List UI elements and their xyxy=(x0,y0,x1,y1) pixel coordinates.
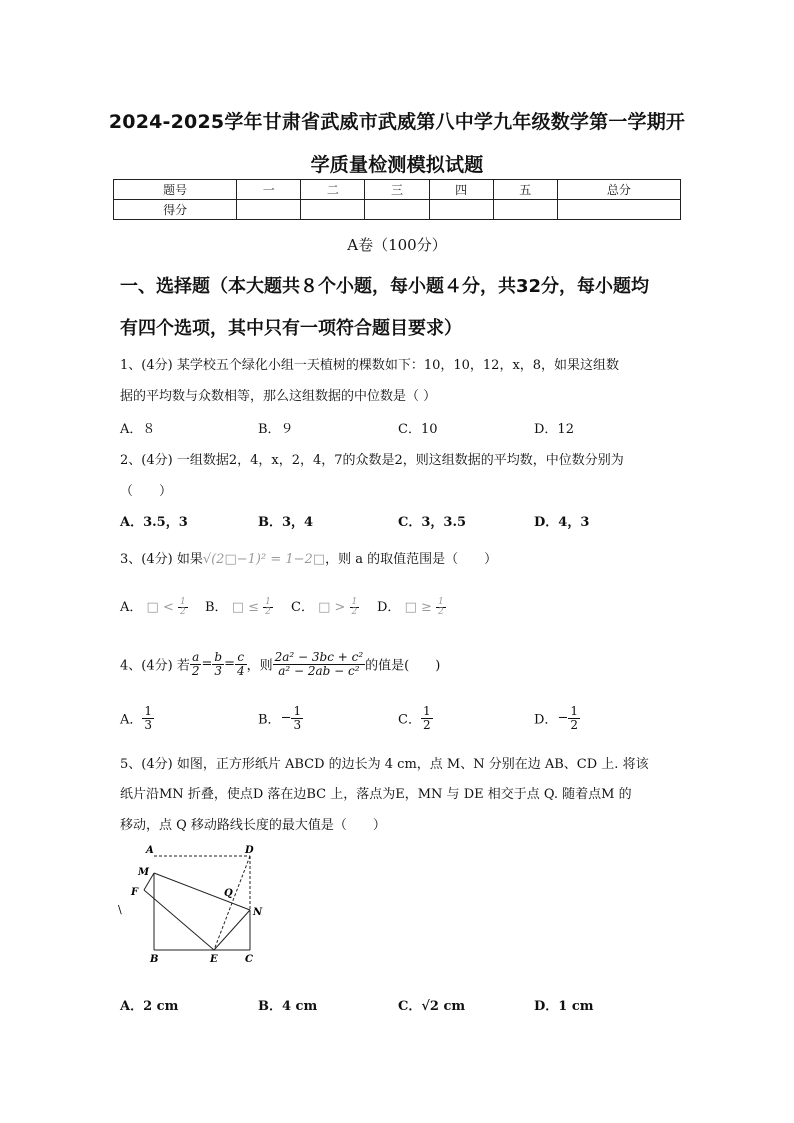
q3-suffix: ，则 a 的取值范围是（ ） xyxy=(325,552,498,567)
q3-line xyxy=(120,548,497,567)
fraction-numerator: 1 xyxy=(438,596,444,607)
q4-fraction-b xyxy=(212,651,224,677)
option-fraction xyxy=(436,598,446,618)
option-sign: − xyxy=(557,710,569,726)
q4-option-a[interactable] xyxy=(120,705,154,731)
q4-line xyxy=(120,651,440,677)
table-cell: 四 xyxy=(429,180,493,200)
q4-option-c[interactable] xyxy=(398,705,433,731)
section-a-heading: A卷（100分） xyxy=(347,236,447,254)
q1-option-b[interactable]: B．９ xyxy=(258,422,294,437)
option-label: B． xyxy=(205,600,228,615)
fraction-denominator: 4 xyxy=(236,663,245,678)
title-line-1: 2024-2025学年甘肃省武威市武威第八中学九年级数学第一学期开 xyxy=(108,111,686,133)
figure-label-m: M xyxy=(138,867,150,878)
q4-fraction-a xyxy=(190,651,202,677)
fraction-denominator: 3 xyxy=(293,717,302,732)
fraction-denominator: 2 xyxy=(570,717,578,732)
option-fraction xyxy=(568,705,580,731)
table-cell: 一 xyxy=(237,180,301,200)
fraction-denominator: 2 xyxy=(351,607,358,617)
q5-line-1: 5、(4分) 如图，正方形纸片 ABCD 的边长为 4 cm，点 M、N 分别在边 AB、CD 上. 将该 xyxy=(120,757,649,772)
option-relation: □ ≥ xyxy=(404,600,432,615)
fraction-numerator: 2a² − 3bc + c² xyxy=(274,650,364,664)
q1-option-a[interactable]: A．８ xyxy=(120,422,156,437)
fraction-denominator: 3 xyxy=(214,663,223,678)
figure-label-e: E xyxy=(210,954,218,965)
option-relation: □ > xyxy=(318,600,346,615)
option-fraction xyxy=(263,598,273,618)
table-cell: 总分 xyxy=(557,180,680,200)
q1-option-c[interactable]: C．10 xyxy=(398,422,438,437)
option-relation: □ ≤ xyxy=(231,600,260,615)
q3-formula: √(2□−1)² = 1−2□ xyxy=(202,552,326,567)
q5-figure xyxy=(110,838,280,968)
edge-en xyxy=(214,910,250,950)
section-one-heading-line-1: 一、选择题（本大题共８个小题，每小题４分，共32分，每小题均 xyxy=(120,276,650,297)
q4-option-d[interactable] xyxy=(534,705,580,731)
figure-label-a: A xyxy=(146,845,154,856)
figure-label-c: C xyxy=(245,954,253,965)
q5-option-b[interactable]: B．4 cm xyxy=(258,999,318,1014)
q2-option-a[interactable]: A．3.5，3 xyxy=(120,515,188,530)
fraction-numerator: 1 xyxy=(179,596,186,607)
table-cell: 五 xyxy=(493,180,557,200)
option-fraction xyxy=(142,705,154,731)
fraction-denominator: 3 xyxy=(144,717,153,732)
title-line-2: 学质量检测模拟试题 xyxy=(310,154,484,176)
q2-option-b[interactable]: B．3，4 xyxy=(258,515,314,530)
q3-option-a[interactable] xyxy=(120,596,188,617)
fraction-denominator: 2 xyxy=(438,607,444,617)
score-cell[interactable] xyxy=(301,200,365,220)
fraction-numerator: 1 xyxy=(265,596,271,607)
option-label: D． xyxy=(534,712,558,728)
fraction-numerator: 1 xyxy=(144,704,153,718)
q3-option-d[interactable] xyxy=(377,596,446,617)
fraction-denominator: 2 xyxy=(422,717,431,732)
q5-option-d[interactable]: D．1 cm xyxy=(534,999,594,1014)
fraction-numerator: 1 xyxy=(351,596,358,607)
q3-prefix: 3、(4分) 如果 xyxy=(120,552,203,567)
fraction-numerator: 1 xyxy=(422,704,431,718)
option-label: A． xyxy=(120,712,143,728)
q3-option-b[interactable] xyxy=(205,596,273,617)
fraction-numerator: a xyxy=(190,651,202,665)
figure-label-f: F xyxy=(131,887,139,898)
fraction-numerator: b xyxy=(214,650,223,664)
fraction-numerator: 1 xyxy=(570,704,578,718)
option-label: C． xyxy=(291,600,314,615)
q5-option-a[interactable]: A．2 cm xyxy=(120,999,179,1014)
figure-label-n: N xyxy=(253,907,263,918)
q2-line-1: 2、(4分) 一组数据2，4，x，2，4，7的众数是2，则这组数据的平均数，中位数分别为 xyxy=(120,453,624,468)
q4-option-b[interactable] xyxy=(258,705,303,731)
q2-line-2: （ ） xyxy=(120,484,173,499)
option-sign: − xyxy=(280,710,292,726)
fraction-denominator: a² − 2ab − c² xyxy=(278,663,360,678)
q1-line-1: 1、(4分) 某学校五个绿化小组一天植树的棵数如下：10，10，12，x，8，如果这组数 xyxy=(120,358,620,373)
fraction-denominator: 2 xyxy=(191,663,200,678)
option-relation: □ < xyxy=(146,600,174,615)
figure-label-q: Q xyxy=(224,888,233,899)
score-cell[interactable] xyxy=(557,200,680,220)
q1-option-d[interactable]: D．12 xyxy=(534,422,574,437)
q5-line-2: 纸片沿MN 折叠，使点D 落在边BC 上，落点为E，MN 与 DE 相交于点 Q. 随着点M 的 xyxy=(120,787,632,802)
option-fraction xyxy=(178,598,188,618)
equals-sign: = xyxy=(224,656,235,672)
score-cell[interactable] xyxy=(365,200,429,220)
table-cell: 得分 xyxy=(114,200,237,220)
score-table-score-row xyxy=(114,200,681,220)
figure-stray-mark: \ xyxy=(118,903,122,916)
score-cell[interactable] xyxy=(237,200,301,220)
option-fraction xyxy=(291,705,303,731)
fraction-numerator: 1 xyxy=(293,704,302,718)
q5-option-c[interactable]: C．√2 cm xyxy=(398,999,466,1014)
fraction-denominator: 2 xyxy=(179,607,186,617)
fraction-numerator: c xyxy=(235,651,247,665)
option-fraction xyxy=(350,598,360,618)
score-cell[interactable] xyxy=(493,200,557,220)
q2-option-d[interactable]: D．4，3 xyxy=(534,515,590,530)
q4-big-fraction xyxy=(273,651,366,677)
option-fraction xyxy=(421,705,433,731)
option-label: A． xyxy=(120,600,143,615)
section-one-heading-line-2: 有四个选项，其中只有一项符合题目要求） xyxy=(120,318,462,339)
fraction-denominator: 2 xyxy=(265,607,271,617)
table-cell: 三 xyxy=(365,180,429,200)
table-cell: 题号 xyxy=(114,180,237,200)
q4-mid: ，则 xyxy=(246,658,273,674)
option-label: D． xyxy=(377,600,401,615)
q5-line-3: 移动，点 Q 移动路线长度的最大值是（ ） xyxy=(120,818,386,833)
score-table xyxy=(113,179,681,220)
q2-option-c[interactable]: C．3，3.5 xyxy=(398,515,467,530)
fold-line-mn xyxy=(154,873,250,910)
option-label: C． xyxy=(398,712,421,728)
q4-prefix: 4、(4分) 若 xyxy=(120,658,190,674)
figure-label-b: B xyxy=(150,954,159,965)
q3-option-c[interactable] xyxy=(291,596,359,617)
option-label: B． xyxy=(258,712,281,728)
q4-suffix: 的值是( ) xyxy=(365,658,441,674)
score-table-header-row xyxy=(114,180,681,200)
figure-label-d: D xyxy=(245,845,254,856)
q4-fraction-c xyxy=(235,651,247,677)
equals-sign: = xyxy=(201,656,213,672)
q1-line-2: 据的平均数与众数相等，那么这组数据的中位数是（ ） xyxy=(120,389,437,404)
score-cell[interactable] xyxy=(429,200,493,220)
table-cell: 二 xyxy=(301,180,365,200)
